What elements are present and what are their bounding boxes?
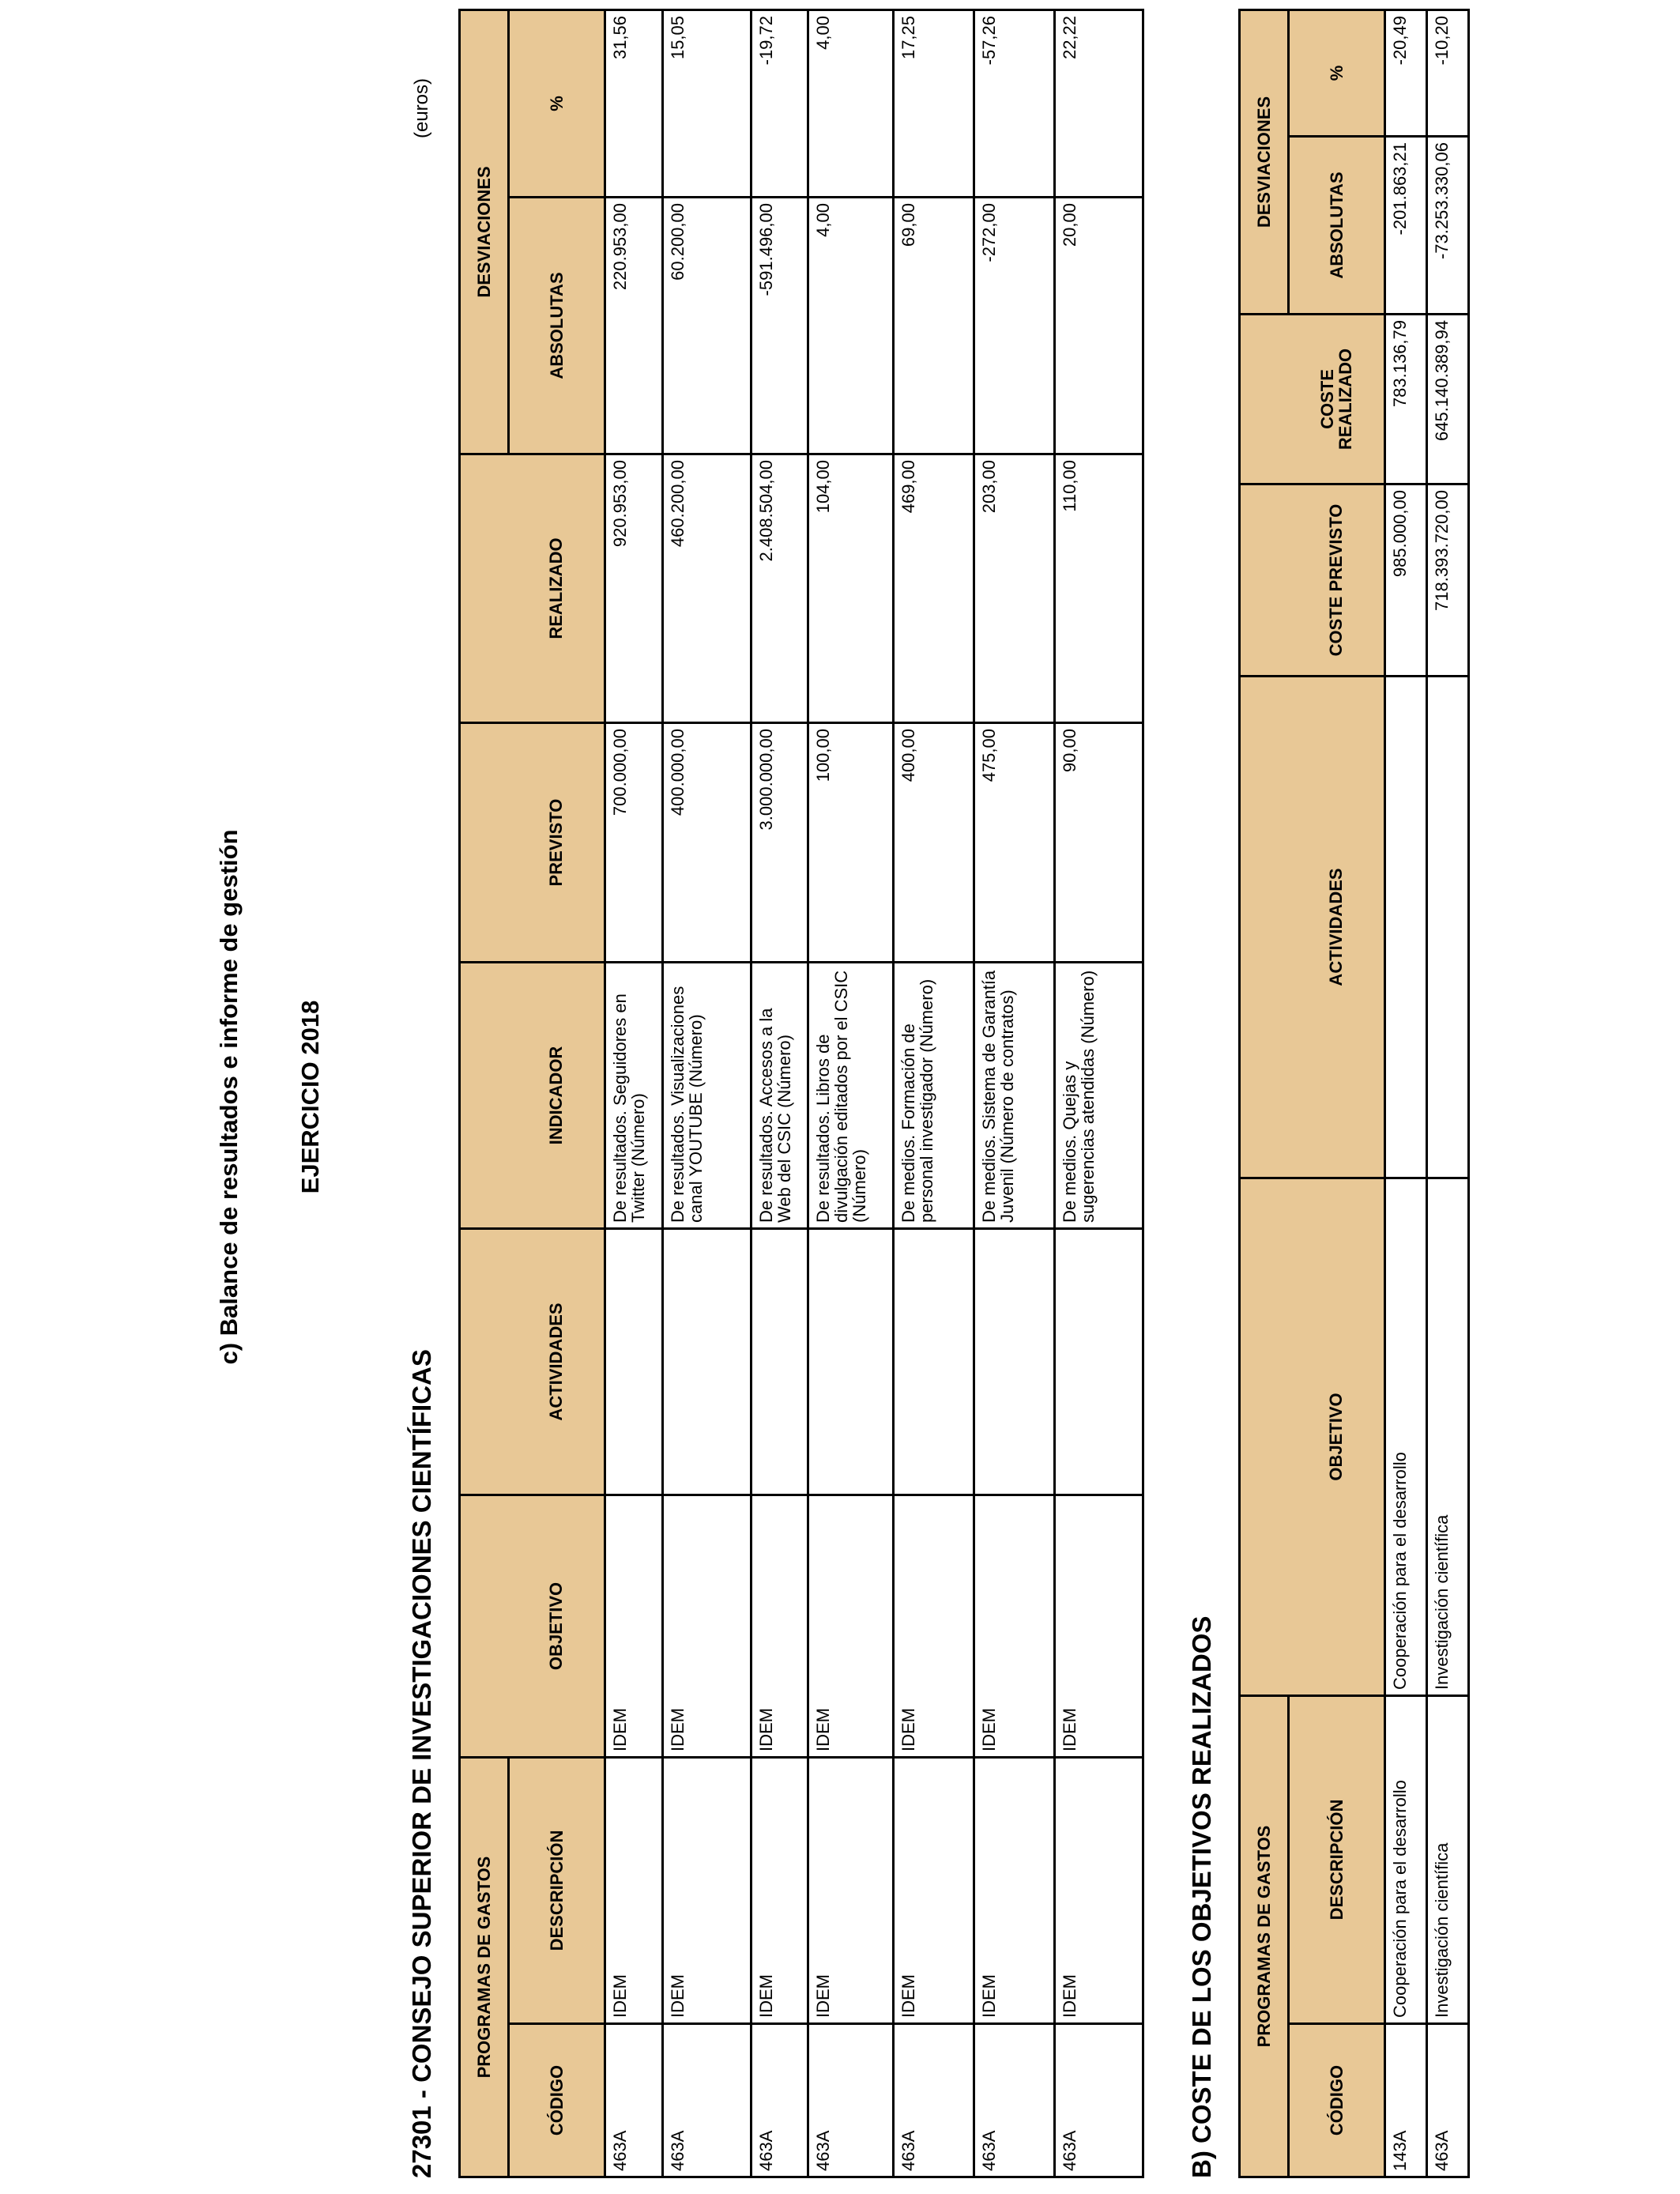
cell-objetivo: IDEM [1055,1495,1143,1758]
header-indicador: INDICADOR [509,963,605,1229]
cell-actividades [808,1229,894,1495]
cell-actividades [1427,677,1469,1178]
cell-previsto: 90,00 [1055,723,1143,963]
cell-pct: -57,26 [974,9,1055,197]
cell-codigo: 463A [808,2024,894,2177]
cell-previsto: 475,00 [974,723,1055,963]
cell-descripcion: IDEM [751,1758,808,2024]
cell-coste-previsto: 985.000,00 [1385,484,1427,677]
cell-absolutas: 69,00 [894,198,974,454]
cell-descripcion: IDEM [894,1758,974,2024]
cell-objetivo: IDEM [663,1495,751,1758]
cell-descripcion: IDEM [808,1758,894,2024]
header-previsto: PREVISTO [509,723,605,963]
cell-absolutas: -73.253.330,06 [1427,137,1469,315]
cell-previsto: 700.000,00 [605,723,663,963]
cell-objetivo: IDEM [808,1495,894,1758]
cell-realizado: 469,00 [894,454,974,723]
cell-realizado: 110,00 [1055,454,1143,723]
header-coste-previsto: COSTE PREVISTO [1289,484,1385,677]
cell-indicador: De resultados. Accesos a la Web del CSIC (Número) [751,963,808,1229]
fiscal-year: EJERCICIO 2018 [296,1000,324,1194]
cell-absolutas: 20,00 [1055,198,1143,454]
header-descripcion: DESCRIPCIÓN [1289,1696,1385,2024]
cell-absolutas: 4,00 [808,198,894,454]
table-row [1385,9,1427,2177]
header-absolutas: ABSOLUTAS [509,198,605,454]
header-actividades: ACTIVIDADES [509,1229,605,1495]
cell-pct: 4,00 [808,9,894,197]
cell-actividades [894,1229,974,1495]
cell-coste-previsto: 718.393.720,00 [1427,484,1469,677]
table-row [808,9,894,2177]
cell-realizado: 460.200,00 [663,454,751,723]
cell-codigo: 463A [894,2024,974,2177]
cell-pct: 17,25 [894,9,974,197]
cell-objetivo: IDEM [974,1495,1055,1758]
cell-descripcion: IDEM [1055,1758,1143,2024]
cell-codigo: 463A [1427,2024,1469,2177]
cell-previsto: 400.000,00 [663,723,751,963]
report-title: c) Balance de resultados e informe de gestión [215,829,243,1365]
cell-absolutas: -272,00 [974,198,1055,454]
cell-indicador: De medios. Quejas y sugerencias atendidas (Número) [1055,963,1143,1229]
header-desviaciones: DESVIACIONES [460,9,509,454]
table-row [1427,9,1469,2177]
cell-absolutas: -201.863,21 [1385,137,1427,315]
cell-coste-realizado: 645.140.389,94 [1427,315,1469,484]
header-objetivo: OBJETIVO [1289,1178,1385,1696]
header-codigo: CÓDIGO [1289,2024,1385,2177]
cell-objetivo: Cooperación para el desarrollo [1385,1178,1427,1696]
cell-descripcion: IDEM [663,1758,751,2024]
header-realizado: REALIZADO [509,454,605,723]
cell-actividades [974,1229,1055,1495]
cell-pct: 31,56 [605,9,663,197]
cell-objetivo: Investigación científica [1427,1178,1469,1696]
cell-pct: 15,05 [663,9,751,197]
cell-actividades [1385,677,1427,1178]
cell-indicador: De medios. Sistema de Garantía Juvenil (Número de contratos) [974,963,1055,1229]
cell-absolutas: 60.200,00 [663,198,751,454]
cell-indicador: De resultados. Visualizaciones canal YOUTUBE (Número) [663,963,751,1229]
table-row [1055,9,1143,2177]
cell-pct: -10,20 [1427,9,1469,136]
cell-absolutas: 220.953,00 [605,198,663,454]
table-row [751,9,808,2177]
cell-pct: -19,72 [751,9,808,197]
table-row [663,9,751,2177]
cell-realizado: 104,00 [808,454,894,723]
cell-realizado: 2.408.504,00 [751,454,808,723]
cell-codigo: 463A [1055,2024,1143,2177]
cell-descripcion: Cooperación para el desarrollo [1385,1696,1427,2024]
cell-previsto: 3.000.000,00 [751,723,808,963]
cell-coste-realizado: 783.136,79 [1385,315,1427,484]
cell-indicador: De medios. Formación de personal investigador (Número) [894,963,974,1229]
header-pct: % [509,9,605,197]
header-codigo: CÓDIGO [509,2024,605,2177]
cell-codigo: 463A [605,2024,663,2177]
header-actividades: ACTIVIDADES [1289,677,1385,1178]
header-objetivo: OBJETIVO [509,1495,605,1758]
cell-actividades [605,1229,663,1495]
header-absolutas: ABSOLUTAS [1289,137,1385,315]
cell-descripcion: IDEM [974,1758,1055,2024]
cell-codigo: 463A [974,2024,1055,2177]
cell-pct: 22,22 [1055,9,1143,197]
cell-previsto: 400,00 [894,723,974,963]
table-row [605,9,663,2177]
cell-descripcion: Investigación científica [1427,1696,1469,2024]
cell-objetivo: IDEM [894,1495,974,1758]
cell-indicador: De resultados. Libros de divulgación editados por el CSIC (Número) [808,963,894,1229]
header-desviaciones: DESVIACIONES [1240,9,1289,314]
cell-objetivo: IDEM [605,1495,663,1758]
balance-table [458,9,1144,2178]
cell-actividades [1055,1229,1143,1495]
section1-title: 27301 - CONSEJO SUPERIOR DE INVESTIGACIONES CIENTÍFICAS [407,1349,436,2178]
header-pct: % [1289,9,1385,136]
header-coste-realizado: COSTE REALIZADO [1289,315,1385,484]
section2-title: B) COSTE DE LOS OBJETIVOS REALIZADOS [1187,1615,1216,2178]
cell-codigo: 143A [1385,2024,1427,2177]
header-programas: PROGRAMAS DE GASTOS [460,1758,509,2177]
cell-codigo: 463A [751,2024,808,2177]
cell-actividades [751,1229,808,1495]
cell-actividades [663,1229,751,1495]
cell-codigo: 463A [663,2024,751,2177]
header-programas: PROGRAMAS DE GASTOS [1240,1696,1289,2177]
table-row [894,9,974,2177]
cell-objetivo: IDEM [751,1495,808,1758]
cost-table [1238,9,1470,2178]
cell-pct: -20,49 [1385,9,1427,136]
cell-descripcion: IDEM [605,1758,663,2024]
cell-realizado: 203,00 [974,454,1055,723]
cell-realizado: 920.953,00 [605,454,663,723]
table-row [974,9,1055,2177]
cell-absolutas: -591.496,00 [751,198,808,454]
cell-previsto: 100,00 [808,723,894,963]
units-label: (euros) [411,77,432,138]
cell-indicador: De resultados. Seguidores en Twitter (Número) [605,963,663,1229]
header-descripcion: DESCRIPCIÓN [509,1758,605,2024]
